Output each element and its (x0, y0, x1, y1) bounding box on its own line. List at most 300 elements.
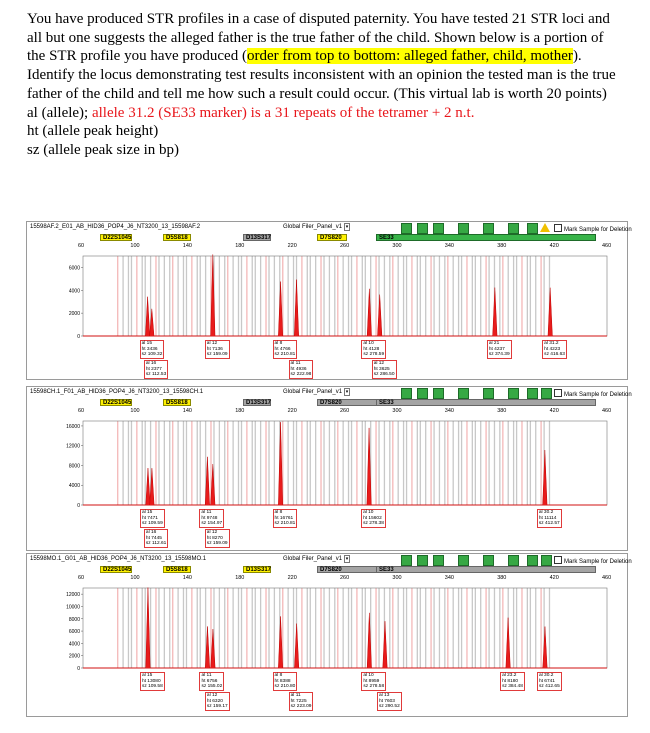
allele-bin (475, 256, 476, 336)
allele-bin (549, 421, 550, 505)
electropherogram-mother (26, 553, 632, 717)
x-tick-label: 380 (497, 575, 507, 581)
allele-bin (145, 421, 146, 505)
allele-bin (365, 588, 366, 668)
allele-field: sz 278.59 (363, 352, 385, 358)
x-tick-label: 340 (444, 243, 454, 249)
status-icon[interactable] (401, 223, 412, 234)
allele-bin (293, 256, 294, 336)
allele-bin (430, 588, 431, 668)
allele-field: ht 11114 (538, 515, 557, 521)
allele-bin (320, 588, 321, 668)
allele-bin (348, 256, 349, 336)
allele-bin (293, 588, 294, 668)
status-icon[interactable] (458, 555, 469, 566)
allele-field: sz 374.39 (488, 352, 510, 358)
allele-bin (329, 588, 330, 668)
allele-field: ht 8270 (206, 535, 223, 541)
y-tick-label: 4000 (68, 641, 80, 648)
allele-bin (200, 256, 201, 336)
allele-field: al 30.2 (538, 673, 554, 678)
allele-label[interactable] (199, 672, 224, 691)
allele-field: sz 416.63 (544, 352, 565, 358)
plot-frame (83, 421, 607, 505)
allele-bin (224, 588, 225, 668)
allele-bin (403, 588, 404, 668)
allele-field: al 15 (141, 510, 153, 515)
allele-bin (301, 421, 302, 505)
allele-bin (521, 588, 522, 668)
x-tick-label: 220 (287, 408, 297, 414)
allele-bin (260, 421, 261, 505)
allele-label[interactable] (140, 509, 165, 528)
electropherogram-child (26, 386, 632, 551)
allele-bin (131, 588, 132, 668)
allele-bin (425, 588, 426, 668)
status-icon[interactable] (483, 555, 494, 566)
allele-bin (224, 421, 225, 505)
allele-bin (403, 256, 404, 336)
allele-bin (378, 421, 379, 505)
status-icon[interactable] (508, 223, 519, 234)
allele-bin (315, 421, 316, 505)
allele-bin (461, 256, 462, 336)
allele-field: ht 7445 (145, 535, 162, 541)
status-icon[interactable] (508, 555, 519, 566)
status-icon[interactable] (483, 223, 494, 234)
y-tick-label: 2000 (68, 653, 80, 660)
mark-deletion-checkbox[interactable]: Mark Sample for Deletion (554, 389, 632, 398)
panel-name: Global Filer_Panel_v1 ▾ (283, 556, 349, 562)
allele-bin (356, 421, 357, 505)
allele-bin (145, 256, 146, 336)
sample-title: 15598AF.2_E01_AB_HID36_POP4_J6_NT3200_13_15598AF.2 (30, 224, 201, 230)
allele-bin (411, 588, 412, 668)
allele-bin (508, 421, 509, 505)
allele-field: ht 7603 (378, 698, 395, 704)
allele-bin (540, 588, 541, 668)
allele-bin (417, 256, 418, 336)
allele-field: sz 223.09 (290, 704, 312, 710)
allele-bin (117, 256, 118, 336)
allele-bin (384, 256, 385, 336)
allele-bin (219, 588, 220, 668)
locus-d7s820[interactable]: D7S820 (317, 234, 347, 241)
allele-bin (375, 421, 376, 505)
allele-bin (219, 421, 220, 505)
allele-peak (278, 616, 282, 668)
allele-bin (447, 421, 448, 505)
allele-label[interactable] (273, 672, 298, 691)
allele-bin (310, 256, 311, 336)
y-tick-label: 12000 (66, 443, 80, 450)
allele-bin (444, 588, 445, 668)
allele-bin (150, 588, 151, 668)
allele-bin (197, 256, 198, 336)
allele-label[interactable] (377, 692, 402, 711)
allele-bin (521, 421, 522, 505)
allele-field: al 10 (363, 341, 374, 346)
allele-bin (310, 421, 311, 505)
status-icon[interactable] (527, 555, 538, 566)
allele-field: sz 109.58 (141, 684, 163, 690)
allele-bin (301, 256, 302, 336)
allele-bin (461, 421, 462, 505)
locus-d5s818[interactable]: D5S818 (163, 234, 191, 241)
allele-field: al 31.2 (544, 341, 559, 346)
allele-bin (362, 421, 363, 505)
allele-bin (530, 421, 531, 505)
allele-label[interactable] (289, 360, 314, 379)
allele-bin (494, 421, 495, 505)
allele-field: al 15 (141, 341, 152, 346)
allele-bin (472, 588, 473, 668)
x-tick-label: 140 (182, 575, 192, 581)
allele-bin (128, 256, 129, 336)
locus-se33[interactable]: SE33 (376, 234, 596, 241)
allele-field: al 16 (145, 361, 157, 366)
allele-bin (472, 421, 473, 505)
allele-bin (351, 588, 352, 668)
x-tick-label: 380 (497, 408, 507, 414)
allele-peak (493, 288, 497, 336)
allele-bin (260, 588, 261, 668)
status-icon[interactable] (401, 388, 412, 399)
allele-bin (265, 421, 266, 505)
allele-bin (200, 588, 201, 668)
legend-sz: sz (allele peak size in bp) (27, 141, 180, 158)
locus-d7s820[interactable]: D7S820 (317, 399, 377, 406)
allele-label[interactable] (361, 672, 386, 691)
allele-bin (430, 421, 431, 505)
allele-bin (499, 256, 500, 336)
mark-deletion-checkbox[interactable]: Mark Sample for Deletion (554, 224, 632, 233)
allele-bin (131, 421, 132, 505)
allele-bin (142, 588, 143, 668)
allele-bin (530, 256, 531, 336)
allele-bin (323, 256, 324, 336)
status-icon[interactable] (417, 555, 428, 566)
status-icon[interactable] (541, 388, 552, 399)
allele-bin (453, 588, 454, 668)
y-tick-label: 6000 (68, 265, 80, 272)
checkbox-icon (554, 389, 562, 397)
x-tick-label: 300 (392, 575, 402, 581)
legend-al: al (allele); allele 31.2 (SE33 marker) is a 31 repeats of the tetramer + 2 n.t. (27, 104, 475, 121)
allele-bin (227, 256, 228, 336)
allele-field: sz 159.09 (206, 352, 228, 358)
allele-bin (122, 256, 123, 336)
allele-bin (227, 421, 228, 505)
allele-field: sz 210.81 (274, 352, 296, 358)
allele-field: al 8 (274, 673, 283, 678)
locus-se33[interactable]: SE33 (376, 399, 596, 406)
allele-label[interactable] (537, 509, 562, 528)
allele-bin (420, 256, 421, 336)
allele-bin (337, 421, 338, 505)
y-tick-label: 2000 (68, 311, 80, 318)
allele-bin (458, 421, 459, 505)
allele-bin (186, 256, 187, 336)
allele-bin (186, 588, 187, 668)
allele-bin (155, 256, 156, 336)
allele-bin (315, 256, 316, 336)
status-icon[interactable] (401, 555, 412, 566)
x-tick-label: 340 (444, 408, 454, 414)
allele-bin (197, 588, 198, 668)
allele-label[interactable] (537, 672, 562, 691)
allele-field: sz 412.65 (538, 684, 560, 690)
allele-bin (172, 588, 173, 668)
allele-bin (480, 588, 481, 668)
order-highlight: order from top to bottom: alleged father, child, mother (246, 48, 573, 65)
allele-bin (447, 256, 448, 336)
allele-field: al 12 (206, 693, 218, 698)
allele-bin (375, 588, 376, 668)
y-tick-label: 0 (77, 666, 80, 670)
allele-field: al 11 (201, 510, 212, 515)
allele-bin (458, 588, 459, 668)
allele-bin (274, 421, 275, 505)
allele-bin (488, 421, 489, 505)
allele-bin (365, 256, 366, 336)
allele-bin (155, 421, 156, 505)
status-icon[interactable] (527, 223, 538, 234)
allele-field: ht 4766 (274, 346, 291, 352)
allele-label[interactable] (289, 692, 314, 711)
allele-label[interactable] (273, 509, 298, 528)
plot-frame (83, 588, 607, 668)
allele-bin (164, 256, 165, 336)
allele-bin (183, 588, 184, 668)
allele-bin (433, 421, 434, 505)
allele-bin (268, 421, 269, 505)
x-tick-label: 260 (340, 408, 350, 414)
panel-name: Global Filer_Panel_v1 ▾ (283, 224, 349, 230)
allele-bin (527, 588, 528, 668)
allele-bin (172, 421, 173, 505)
allele-label[interactable] (361, 340, 386, 359)
locus-d13s317[interactable]: D13S317 (243, 566, 271, 573)
allele-field: sz 286.50 (373, 372, 395, 378)
y-tick-label: 6000 (68, 629, 80, 636)
allele-label[interactable] (500, 672, 525, 691)
allele-label[interactable] (205, 529, 230, 548)
allele-bin (389, 421, 390, 505)
allele-field: sz 112.61 (145, 541, 167, 547)
locus-d5s818[interactable]: D5S818 (163, 399, 191, 406)
allele-peak (145, 297, 149, 336)
allele-bin (458, 256, 459, 336)
locus-d13s317[interactable]: D13S317 (243, 399, 271, 406)
status-icon[interactable] (527, 388, 538, 399)
allele-field: sz 112.53 (145, 372, 167, 378)
allele-label[interactable] (199, 509, 224, 528)
allele-bin (461, 588, 462, 668)
allele-field: sz 412.57 (538, 521, 560, 527)
allele-bin (241, 256, 242, 336)
allele-bin (392, 588, 393, 668)
allele-bin (274, 588, 275, 668)
allele-bin (433, 588, 434, 668)
allele-bin (252, 421, 253, 505)
x-tick-label: 180 (235, 575, 245, 581)
allele-bin (392, 256, 393, 336)
x-tick-label: 180 (235, 408, 245, 414)
allele-bin (238, 588, 239, 668)
plot-frame (83, 256, 607, 336)
allele-bin (439, 256, 440, 336)
allele-label[interactable] (140, 672, 165, 691)
allele-field: al 13 (378, 693, 390, 698)
allele-bin (417, 421, 418, 505)
allele-label[interactable] (144, 529, 168, 548)
allele-bin (378, 588, 379, 668)
allele-bin (287, 421, 288, 505)
allele-bin (232, 256, 233, 336)
allele-bin (488, 588, 489, 668)
allele-label[interactable] (144, 360, 168, 379)
allele-bin (425, 421, 426, 505)
allele-field: ht 8180 (502, 678, 519, 684)
allele-bin (480, 421, 481, 505)
allele-bin (348, 588, 349, 668)
allele-bin (406, 421, 407, 505)
allele-bin (540, 421, 541, 505)
status-icon[interactable] (458, 223, 469, 234)
allele-bin (389, 256, 390, 336)
x-tick-label: 220 (287, 243, 297, 249)
allele-bin (145, 588, 146, 668)
x-tick-label: 140 (182, 243, 192, 249)
allele-field: ht 7225 (290, 698, 307, 704)
allele-bin (362, 256, 363, 336)
allele-field: ht 8959 (363, 678, 380, 684)
status-icon[interactable] (417, 223, 428, 234)
allele-bin (252, 588, 253, 668)
allele-bin (155, 588, 156, 668)
allele-label[interactable] (273, 340, 298, 359)
locus-d7s820[interactable]: D7S820 (317, 566, 377, 573)
allele-bin (219, 256, 220, 336)
allele-bin (444, 256, 445, 336)
allele-field: ht 9748 (201, 515, 218, 521)
allele-field: sz 159.09 (206, 541, 228, 547)
allele-label[interactable] (205, 340, 230, 359)
allele-bin (439, 588, 440, 668)
status-icon[interactable] (483, 388, 494, 399)
allele-field: ht 2377 (145, 366, 162, 372)
allele-bin (494, 588, 495, 668)
allele-bin (329, 421, 330, 505)
locus-se33[interactable]: SE33 (376, 566, 596, 573)
status-icon[interactable] (417, 388, 428, 399)
allele-label[interactable] (487, 340, 512, 359)
allele-bin (384, 421, 385, 505)
allele-field: sz 210.80 (274, 684, 296, 690)
allele-peak (378, 295, 382, 336)
locus-d22s1045[interactable]: D22S1045 (100, 566, 132, 573)
allele-bin (334, 256, 335, 336)
allele-label[interactable] (361, 509, 386, 528)
allele-field: ht 3436 (141, 346, 158, 352)
allele-field: sz 290.52 (378, 704, 400, 710)
allele-bin (177, 256, 178, 336)
y-tick-label: 4000 (68, 288, 80, 295)
allele-bin (375, 256, 376, 336)
allele-field: ht 4128 (363, 346, 380, 352)
checkbox-icon (554, 556, 562, 564)
y-tick-label: 12000 (66, 592, 80, 599)
allele-peak (146, 588, 150, 668)
allele-field: al 10 (363, 510, 374, 515)
allele-bin (241, 421, 242, 505)
allele-bin (398, 588, 399, 668)
allele-bin (307, 588, 308, 668)
allele-bin (158, 256, 159, 336)
allele-label[interactable] (542, 340, 567, 359)
allele-bin (191, 588, 192, 668)
allele-bin (420, 421, 421, 505)
status-icon[interactable] (433, 388, 444, 399)
status-icon[interactable] (458, 388, 469, 399)
allele-bin (169, 256, 170, 336)
allele-bin (516, 421, 517, 505)
allele-bin (183, 256, 184, 336)
allele-bin (158, 588, 159, 668)
allele-bin (246, 588, 247, 668)
allele-field: al 8 (274, 510, 283, 515)
allele-bin (142, 256, 143, 336)
allele-bin (389, 588, 390, 668)
allele-bin (485, 588, 486, 668)
allele-bin (191, 421, 192, 505)
trace-plot (43, 417, 623, 507)
allele-field: ht 6741 (538, 678, 555, 684)
status-icon[interactable] (508, 388, 519, 399)
x-tick-label: 260 (340, 575, 350, 581)
allele-bin (549, 588, 550, 668)
allele-bin (117, 588, 118, 668)
allele-bin (320, 256, 321, 336)
x-tick-label: 260 (340, 243, 350, 249)
mark-deletion-checkbox[interactable]: Mark Sample for Deletion (554, 556, 632, 565)
allele-peak (278, 422, 282, 505)
allele-field: sz 222.98 (290, 372, 312, 378)
allele-bin (348, 421, 349, 505)
allele-peak (548, 288, 552, 336)
allele-label[interactable] (140, 340, 165, 359)
status-icon[interactable] (541, 555, 552, 566)
locus-d22s1045[interactable]: D22S1045 (100, 399, 132, 406)
allele-bin (117, 421, 118, 505)
allele-bin (499, 588, 500, 668)
locus-d22s1045[interactable]: D22S1045 (100, 234, 132, 241)
allele-peak (294, 624, 298, 668)
allele-label[interactable] (372, 360, 397, 379)
allele-bin (356, 256, 357, 336)
allele-label[interactable] (205, 692, 230, 711)
allele-bin (540, 256, 541, 336)
status-icon[interactable] (433, 223, 444, 234)
trace-plot (43, 584, 623, 670)
warning-icon[interactable] (540, 223, 550, 232)
question-paragraph (27, 10, 617, 104)
status-icon[interactable] (433, 555, 444, 566)
locus-d5s818[interactable]: D5S818 (163, 566, 191, 573)
locus-d13s317[interactable]: D13S317 (243, 234, 271, 241)
allele-field: ht 15602 (363, 515, 382, 521)
